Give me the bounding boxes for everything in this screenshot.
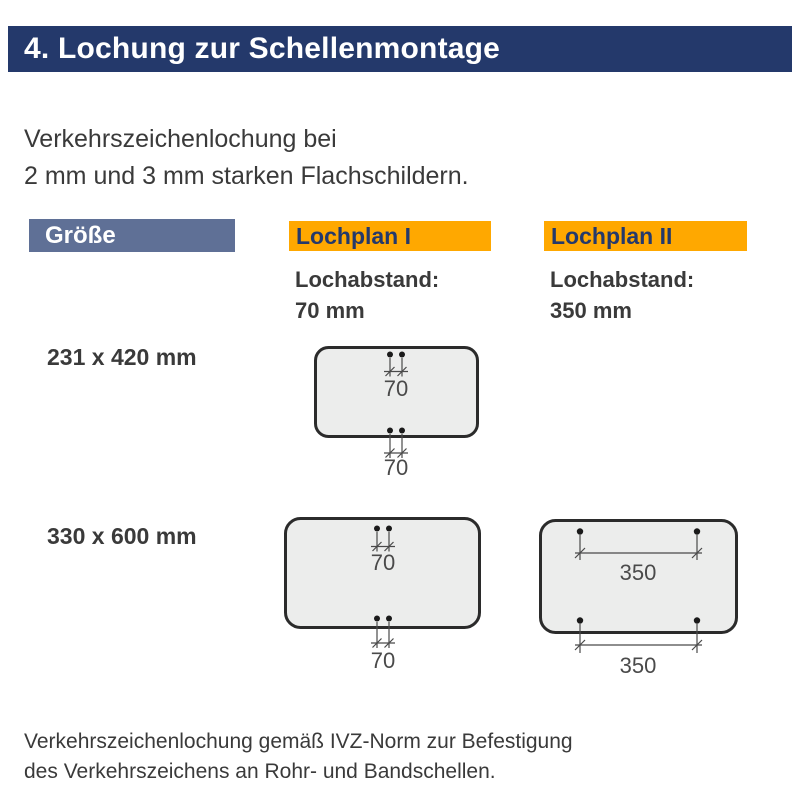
sign-diagram-231x420-lochplan1 bbox=[316, 348, 478, 481]
hole-bottom-left bbox=[387, 428, 393, 434]
dimension-bottom-value: 70 bbox=[370, 648, 396, 673]
footer-note bbox=[24, 727, 573, 787]
hole-bottom-right bbox=[386, 616, 392, 622]
hole-top-right bbox=[399, 352, 405, 358]
lochplan-1-subtitle-line-1: Lochabstand: bbox=[295, 267, 440, 292]
lochplan-2-subtitle-line-2: 350 mm bbox=[550, 298, 632, 323]
hole-top-left bbox=[387, 352, 393, 358]
row-1-size-label: 231 x 420 mm bbox=[47, 344, 197, 370]
column-header-groesse-label: Größe bbox=[45, 221, 116, 249]
footer-line-1: Verkehrszeichenlochung gemäß IVZ-Norm zur Befestigung bbox=[24, 730, 573, 753]
hole-bottom-right bbox=[399, 428, 405, 434]
hole-bottom-left bbox=[577, 617, 583, 623]
hole-top-left bbox=[374, 526, 380, 532]
lochplan-1-subtitle-line-2: 70 mm bbox=[295, 298, 365, 323]
page-title: 4. Lochung zur Schellenmontage bbox=[24, 32, 501, 65]
sign-diagram-330x600-lochplan1 bbox=[286, 519, 480, 674]
row-2-size-label: 330 x 600 mm bbox=[47, 523, 197, 549]
intro-line-1: Verkehrszeichenlochung bei bbox=[24, 125, 337, 153]
hole-bottom-left bbox=[374, 616, 380, 622]
dimension-bottom-value: 350 bbox=[619, 653, 657, 678]
sign-diagram-330x600-lochplan2 bbox=[541, 521, 737, 679]
footer-line-2: des Verkehrszeichens an Rohr- und Bandschellen. bbox=[24, 760, 496, 783]
hole-bottom-right bbox=[694, 617, 700, 623]
dimension-top-value: 350 bbox=[619, 560, 657, 585]
dimension-bottom-value: 70 bbox=[383, 455, 409, 480]
dimension-bottom bbox=[384, 434, 408, 480]
hole-top-left bbox=[577, 528, 583, 534]
dimension-bottom bbox=[371, 622, 395, 673]
intro-line-2: 2 mm und 3 mm starken Flachschildern. bbox=[24, 162, 469, 190]
lochplan-2-subtitle-line-1: Lochabstand: bbox=[550, 267, 695, 292]
dimension-top-value: 70 bbox=[370, 550, 396, 575]
column-header-lochplan-2-label: Lochplan II bbox=[551, 222, 673, 249]
column-header-lochplan-1-label: Lochplan I bbox=[296, 222, 411, 249]
hole-top-right bbox=[694, 528, 700, 534]
hole-top-right bbox=[386, 526, 392, 532]
dimension-top-value: 70 bbox=[383, 376, 409, 401]
